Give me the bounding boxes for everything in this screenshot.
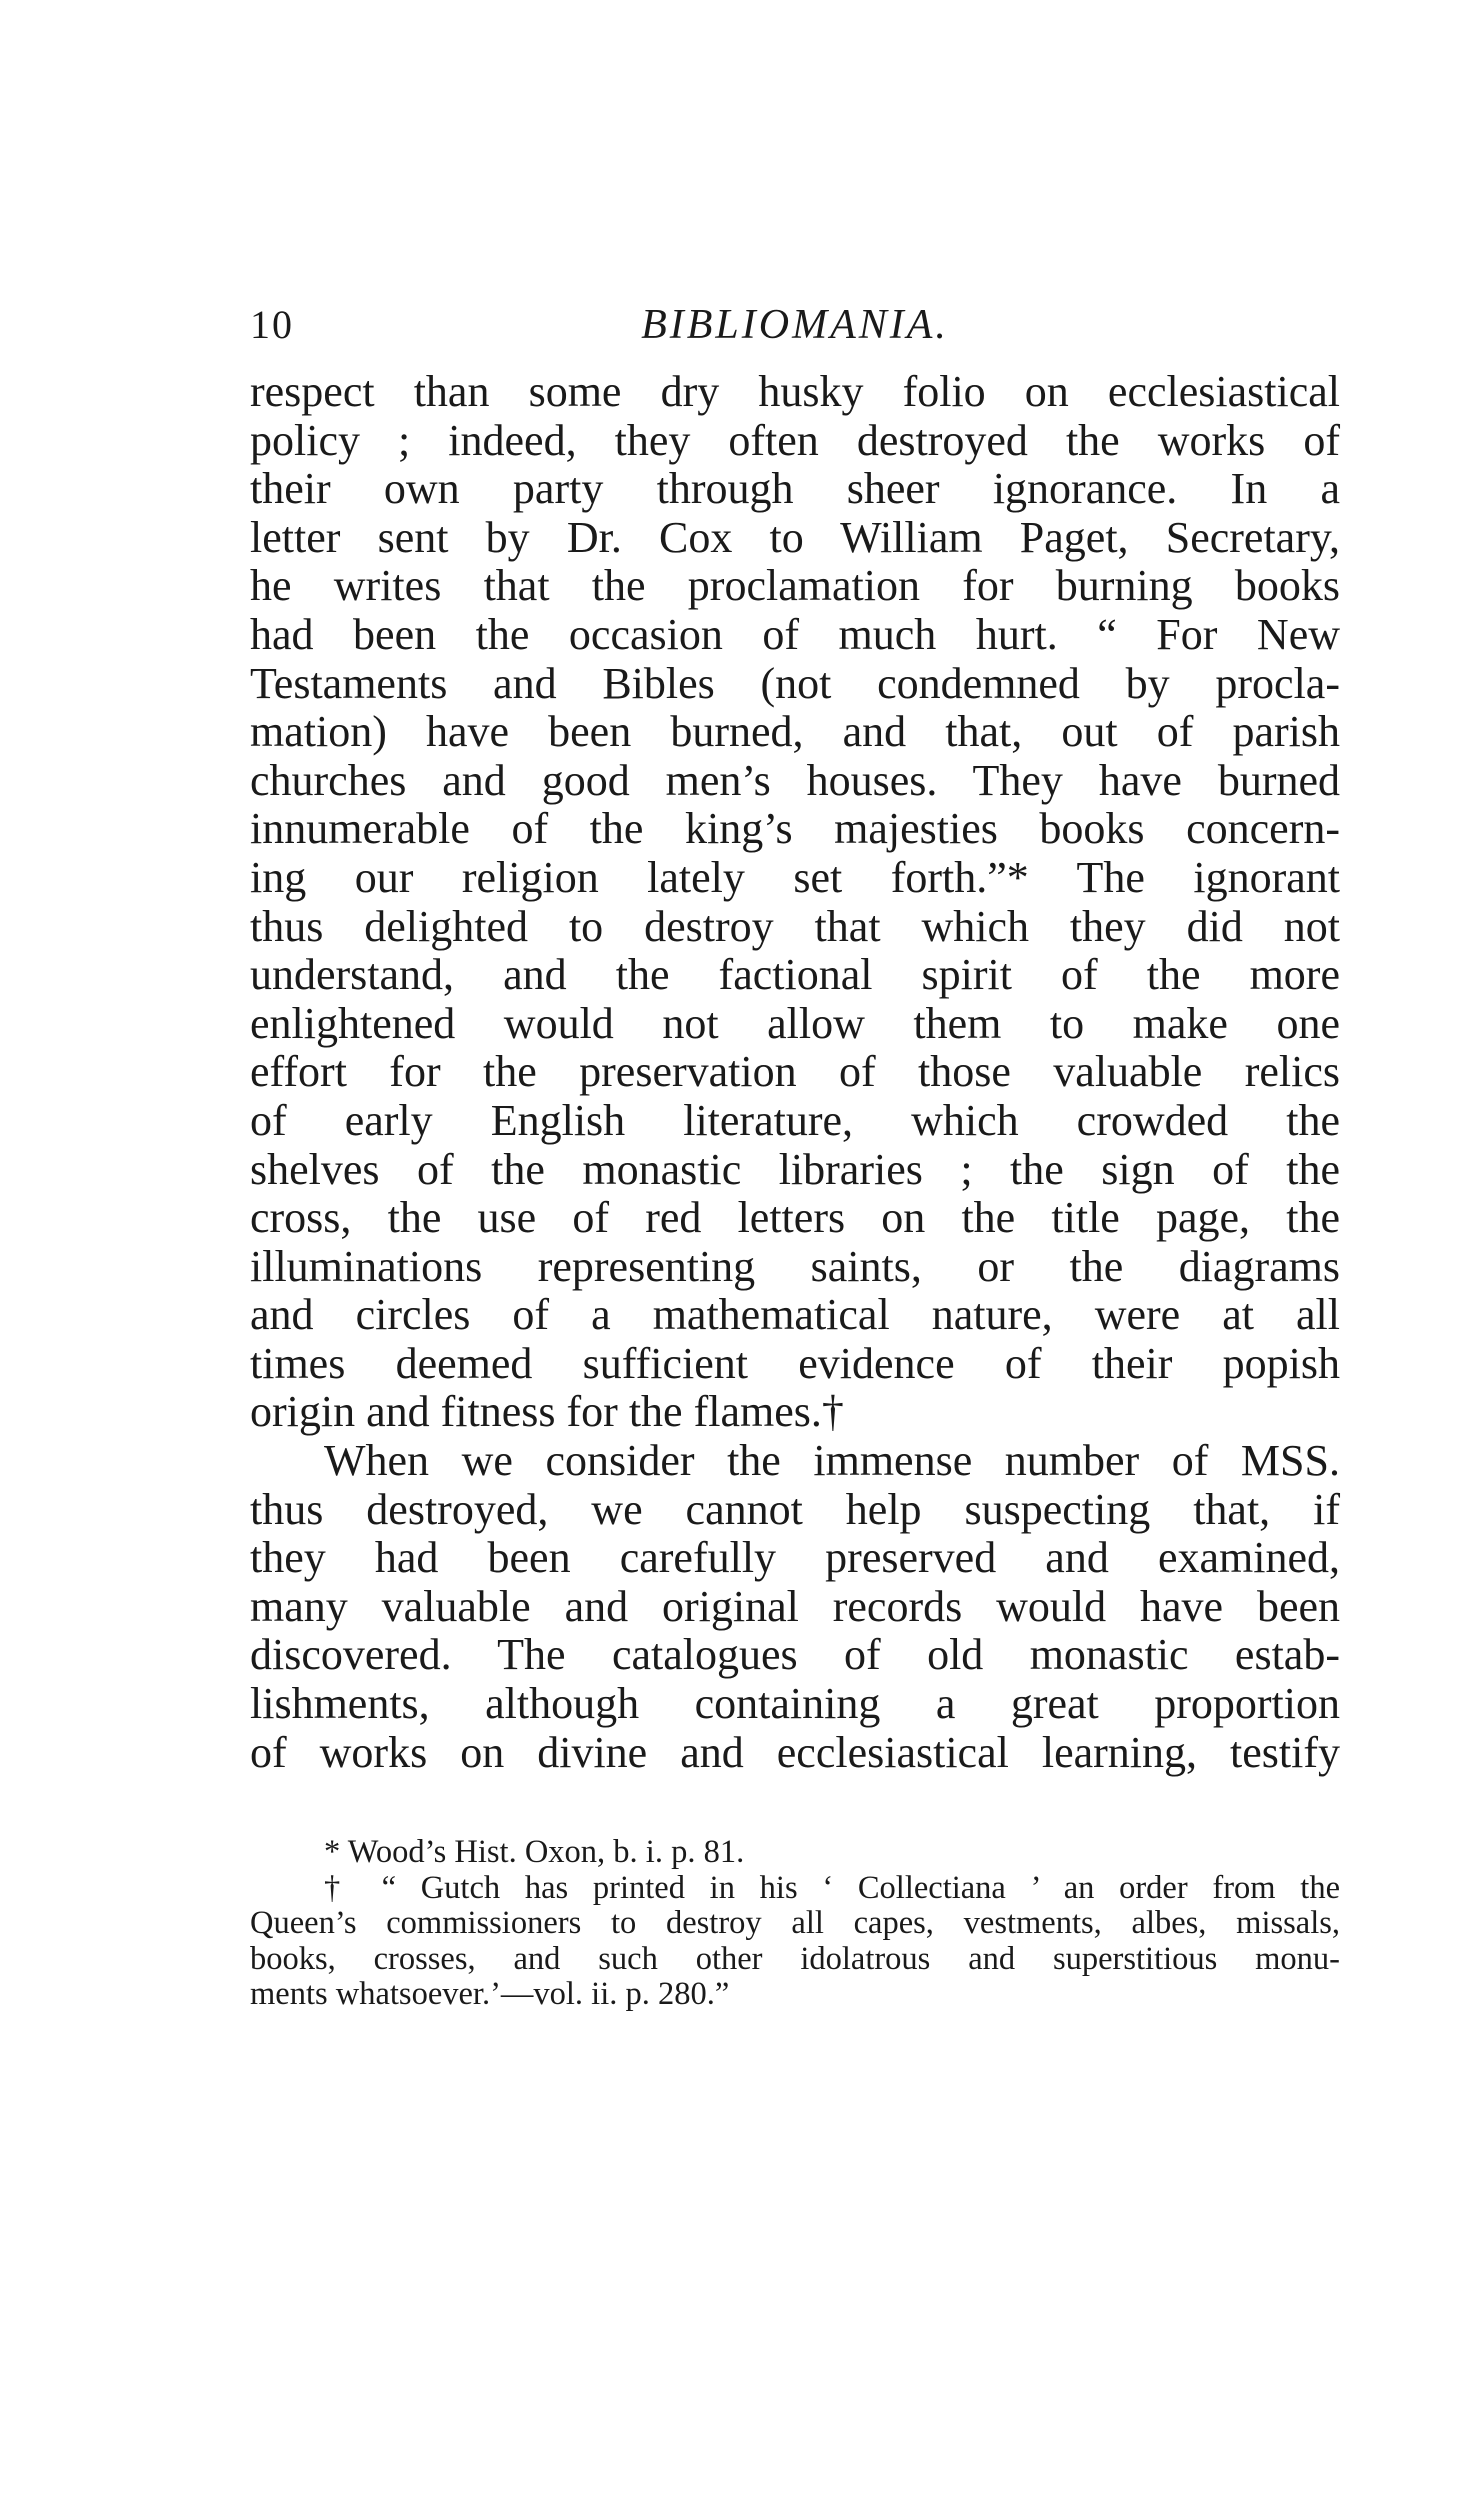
body-line: had been the occasion of much hurt. “ For New	[250, 609, 1340, 659]
body-line: of works on divine and ecclesiastical learning, testify	[250, 1727, 1340, 1777]
body-line: innumerable of the king’s majesties books concern-	[250, 804, 1340, 854]
body-line: discovered. The catalogues of old monastic estab-	[250, 1630, 1340, 1680]
body-line: and circles of a mathematical nature, were at all	[250, 1290, 1340, 1340]
body-line: shelves of the monastic libraries ; the sign of the	[250, 1144, 1340, 1194]
page-header	[250, 295, 1340, 355]
body-line: thus destroyed, we cannot help suspecting that, if	[250, 1484, 1340, 1534]
footnote-line: ments whatsoever.’—vol. ii. p. 280.”	[250, 1976, 730, 2012]
footnote-line: * Wood’s Hist. Oxon, b. i. p. 81.	[324, 1834, 745, 1870]
body-line: he writes that the proclamation for burning books	[250, 561, 1340, 611]
body-line: their own party through sheer ignorance. In a	[250, 464, 1340, 514]
body-line: thus delighted to destroy that which they did not	[250, 901, 1340, 951]
body-line: illuminations representing saints, or the diagrams	[250, 1241, 1340, 1291]
body-line: enlightened would not allow them to make one	[250, 998, 1340, 1048]
footnote-line: books, crosses, and such other idolatrous and superstitious monu-	[250, 1940, 1340, 1977]
body-line: lishments, although containing a great proportion	[250, 1679, 1340, 1729]
body-line: policy ; indeed, they often destroyed the works of	[250, 415, 1340, 465]
footnote-line: Queen’s commissioners to destroy all capes, vestments, albes, missals,	[250, 1905, 1340, 1941]
body-line: understand, and the factional spirit of the more	[250, 950, 1340, 1000]
body-line: ing our religion lately set forth.”* The ignorant	[250, 852, 1340, 902]
body-text	[250, 368, 1340, 1777]
footnotes	[250, 1835, 1340, 2013]
body-line: they had been carefully preserved and examined,	[250, 1533, 1340, 1583]
body-line: mation) have been burned, and that, out of parish	[250, 707, 1340, 757]
body-line: cross, the use of red letters on the title page, the	[250, 1193, 1340, 1243]
running-title: BIBLIOMANIA.	[641, 302, 949, 348]
body-line: effort for the preservation of those valuable relics	[250, 1047, 1340, 1097]
footnote-line: † “ Gutch has printed in his ‘ Collectiana ’ an order from the	[324, 1869, 1340, 1906]
body-line: churches and good men’s houses. They have burned	[250, 755, 1340, 805]
body-line: times deemed sufficient evidence of their popish	[250, 1338, 1340, 1388]
body-line: When we consider the immense number of MSS.	[324, 1436, 1340, 1486]
body-line: letter sent by Dr. Cox to William Paget, Secretary,	[250, 512, 1340, 562]
page-number: 10	[250, 302, 294, 347]
body-line: Testaments and Bibles (not condemned by procla-	[250, 658, 1340, 708]
body-line: respect than some dry husky folio on ecclesiastical	[250, 367, 1340, 416]
body-line: many valuable and original records would have been	[250, 1581, 1340, 1631]
body-line: origin and fitness for the flames.†	[250, 1387, 844, 1437]
body-line: of early English literature, which crowded the	[250, 1095, 1340, 1145]
